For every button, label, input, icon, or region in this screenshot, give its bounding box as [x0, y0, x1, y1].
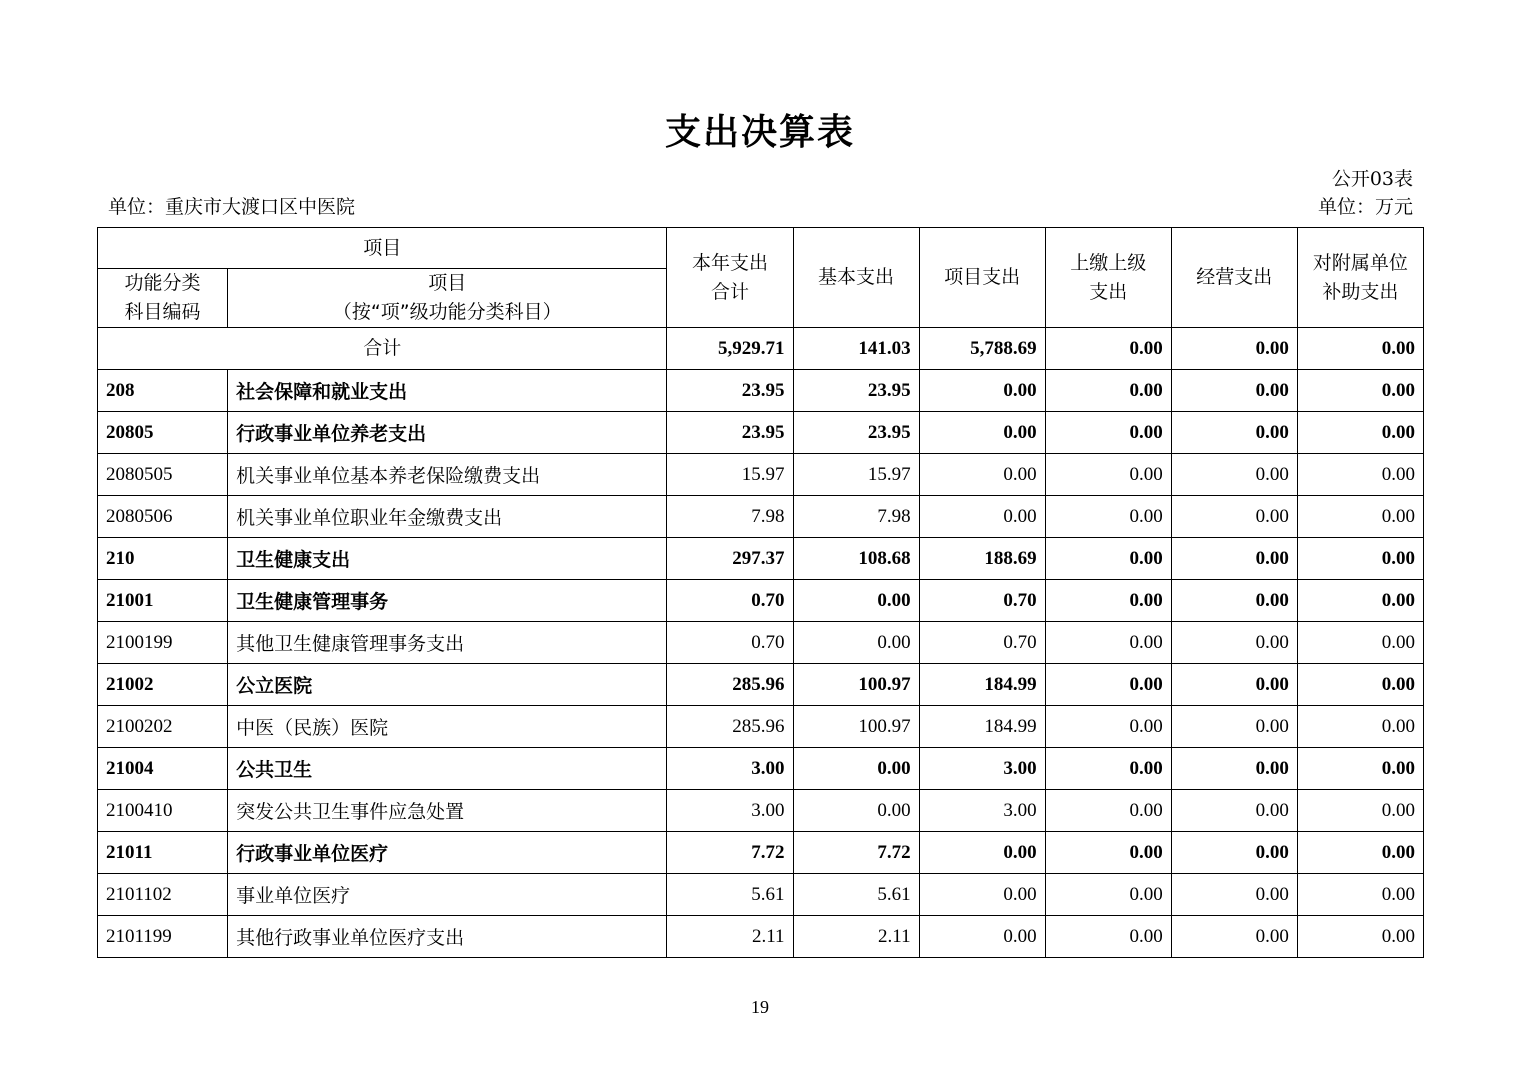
row-value: 100.97 — [793, 664, 919, 706]
row-value: 0.00 — [1171, 874, 1297, 916]
row-value: 0.70 — [667, 580, 793, 622]
row-value: 0.00 — [1297, 622, 1423, 664]
total-value: 0.00 — [1297, 328, 1423, 370]
row-value: 0.00 — [1045, 790, 1171, 832]
currency-unit: 单位：万元 — [1317, 196, 1413, 218]
table-row — [98, 706, 1424, 748]
page-number: 19 — [751, 997, 769, 1017]
table-row — [98, 874, 1424, 916]
table-row — [98, 916, 1424, 958]
header-project-expense: 项目支出 — [919, 228, 1045, 328]
total-value: 141.03 — [793, 328, 919, 370]
row-value: 15.97 — [793, 454, 919, 496]
header-code: 功能分类 科目编码 — [98, 269, 228, 328]
row-code: 21001 — [98, 580, 228, 622]
table-row — [98, 832, 1424, 874]
row-value: 184.99 — [919, 706, 1045, 748]
row-value: 0.70 — [919, 622, 1045, 664]
row-name: 突发公共卫生事件应急处置 — [228, 790, 667, 832]
row-code: 2101199 — [98, 916, 228, 958]
row-value: 0.00 — [1045, 748, 1171, 790]
row-value: 15.97 — [667, 454, 793, 496]
row-value: 285.96 — [667, 706, 793, 748]
total-value: 5,929.71 — [667, 328, 793, 370]
row-value: 3.00 — [667, 790, 793, 832]
row-name: 其他行政事业单位医疗支出 — [228, 916, 667, 958]
row-name: 其他卫生健康管理事务支出 — [228, 622, 667, 664]
row-value: 0.00 — [1297, 412, 1423, 454]
row-code: 20805 — [98, 412, 228, 454]
row-value: 0.00 — [919, 454, 1045, 496]
row-value: 0.00 — [793, 748, 919, 790]
row-value: 23.95 — [667, 412, 793, 454]
row-value: 285.96 — [667, 664, 793, 706]
row-value: 0.70 — [667, 622, 793, 664]
row-value: 0.00 — [919, 412, 1045, 454]
row-value: 0.00 — [1045, 916, 1171, 958]
total-label: 合计 — [98, 328, 667, 370]
table-row — [98, 412, 1424, 454]
row-value: 0.00 — [1297, 664, 1423, 706]
row-name: 行政事业单位医疗 — [228, 832, 667, 874]
row-name: 公立医院 — [228, 664, 667, 706]
form-number: 公开03表 — [1331, 168, 1413, 190]
row-value: 0.00 — [1045, 496, 1171, 538]
table-row — [98, 454, 1424, 496]
row-value: 0.00 — [1297, 370, 1423, 412]
row-name: 卫生健康支出 — [228, 538, 667, 580]
row-value: 0.00 — [1045, 370, 1171, 412]
row-value: 0.00 — [1297, 916, 1423, 958]
row-value: 0.00 — [1171, 916, 1297, 958]
row-value: 188.69 — [919, 538, 1045, 580]
row-value: 0.00 — [919, 370, 1045, 412]
row-value: 23.95 — [793, 370, 919, 412]
table-row — [98, 580, 1424, 622]
row-name: 卫生健康管理事务 — [228, 580, 667, 622]
row-value: 0.00 — [1171, 622, 1297, 664]
row-value: 7.98 — [793, 496, 919, 538]
expenditure-table — [97, 227, 1424, 958]
row-code: 2080505 — [98, 454, 228, 496]
header-project: 项目 — [98, 228, 667, 269]
row-value: 0.00 — [1297, 748, 1423, 790]
header-subsidy: 对附属单位 补助支出 — [1297, 228, 1423, 328]
row-name: 事业单位医疗 — [228, 874, 667, 916]
row-value: 0.00 — [1171, 454, 1297, 496]
row-value: 0.00 — [1045, 538, 1171, 580]
table-row — [98, 664, 1424, 706]
row-value: 23.95 — [793, 412, 919, 454]
row-code: 2080506 — [98, 496, 228, 538]
organization-unit: 单位：重庆市大渡口区中医院 — [108, 196, 356, 218]
row-name: 社会保障和就业支出 — [228, 370, 667, 412]
row-value: 0.00 — [1045, 832, 1171, 874]
row-value: 0.00 — [793, 622, 919, 664]
row-value: 0.00 — [1171, 496, 1297, 538]
header-upper: 上缴上级 支出 — [1045, 228, 1171, 328]
table-row — [98, 622, 1424, 664]
header-name: 项目 （按“项”级功能分类科目） — [228, 269, 667, 328]
row-code: 2100410 — [98, 790, 228, 832]
row-name: 行政事业单位养老支出 — [228, 412, 667, 454]
table-row — [98, 538, 1424, 580]
row-name: 中医（民族）医院 — [228, 706, 667, 748]
row-value: 7.72 — [793, 832, 919, 874]
total-value: 5,788.69 — [919, 328, 1045, 370]
row-value: 0.00 — [1171, 748, 1297, 790]
row-value: 0.00 — [1171, 580, 1297, 622]
row-value: 108.68 — [793, 538, 919, 580]
row-code: 2101102 — [98, 874, 228, 916]
row-code: 208 — [98, 370, 228, 412]
row-value: 0.00 — [1297, 538, 1423, 580]
row-value: 0.00 — [793, 580, 919, 622]
row-value: 0.00 — [1045, 454, 1171, 496]
row-name: 机关事业单位基本养老保险缴费支出 — [228, 454, 667, 496]
row-value: 0.00 — [1045, 706, 1171, 748]
row-value: 7.72 — [667, 832, 793, 874]
row-value: 0.00 — [1045, 664, 1171, 706]
row-code: 21011 — [98, 832, 228, 874]
row-value: 0.00 — [1045, 874, 1171, 916]
table-row — [98, 748, 1424, 790]
header-row-1 — [98, 228, 1424, 269]
row-value: 0.00 — [1297, 832, 1423, 874]
row-code: 2100202 — [98, 706, 228, 748]
row-value: 5.61 — [793, 874, 919, 916]
page-title: 支出决算表 — [664, 112, 855, 153]
table-row — [98, 370, 1424, 412]
row-value: 0.00 — [1045, 622, 1171, 664]
row-value: 0.00 — [919, 874, 1045, 916]
row-value: 0.00 — [1297, 454, 1423, 496]
row-value: 0.00 — [1297, 706, 1423, 748]
row-code: 2100199 — [98, 622, 228, 664]
row-name: 公共卫生 — [228, 748, 667, 790]
total-value: 0.00 — [1171, 328, 1297, 370]
row-name: 机关事业单位职业年金缴费支出 — [228, 496, 667, 538]
row-value: 3.00 — [919, 790, 1045, 832]
row-value: 0.00 — [1045, 580, 1171, 622]
header-total: 本年支出 合计 — [667, 228, 793, 328]
row-value: 0.00 — [919, 832, 1045, 874]
header-business: 经营支出 — [1171, 228, 1297, 328]
total-row — [98, 328, 1424, 370]
row-value: 0.00 — [1171, 790, 1297, 832]
row-value: 3.00 — [919, 748, 1045, 790]
row-value: 0.00 — [1171, 706, 1297, 748]
row-value: 0.70 — [919, 580, 1045, 622]
row-value: 0.00 — [1171, 664, 1297, 706]
row-value: 0.00 — [1297, 496, 1423, 538]
row-code: 21004 — [98, 748, 228, 790]
row-value: 0.00 — [1171, 538, 1297, 580]
row-code: 210 — [98, 538, 228, 580]
row-value: 23.95 — [667, 370, 793, 412]
row-value: 184.99 — [919, 664, 1045, 706]
row-value: 0.00 — [1171, 832, 1297, 874]
row-value: 0.00 — [1045, 412, 1171, 454]
row-value: 7.98 — [667, 496, 793, 538]
row-value: 2.11 — [667, 916, 793, 958]
row-value: 5.61 — [667, 874, 793, 916]
row-value: 0.00 — [1297, 580, 1423, 622]
row-value: 0.00 — [793, 790, 919, 832]
row-value: 0.00 — [919, 916, 1045, 958]
row-value: 0.00 — [1171, 412, 1297, 454]
row-value: 0.00 — [1171, 370, 1297, 412]
row-value: 3.00 — [667, 748, 793, 790]
row-value: 0.00 — [1297, 790, 1423, 832]
row-value: 100.97 — [793, 706, 919, 748]
row-value: 0.00 — [1297, 874, 1423, 916]
row-value: 0.00 — [919, 496, 1045, 538]
row-value: 297.37 — [667, 538, 793, 580]
total-value: 0.00 — [1045, 328, 1171, 370]
table-row — [98, 790, 1424, 832]
table-row — [98, 496, 1424, 538]
header-basic: 基本支出 — [793, 228, 919, 328]
row-value: 2.11 — [793, 916, 919, 958]
row-code: 21002 — [98, 664, 228, 706]
